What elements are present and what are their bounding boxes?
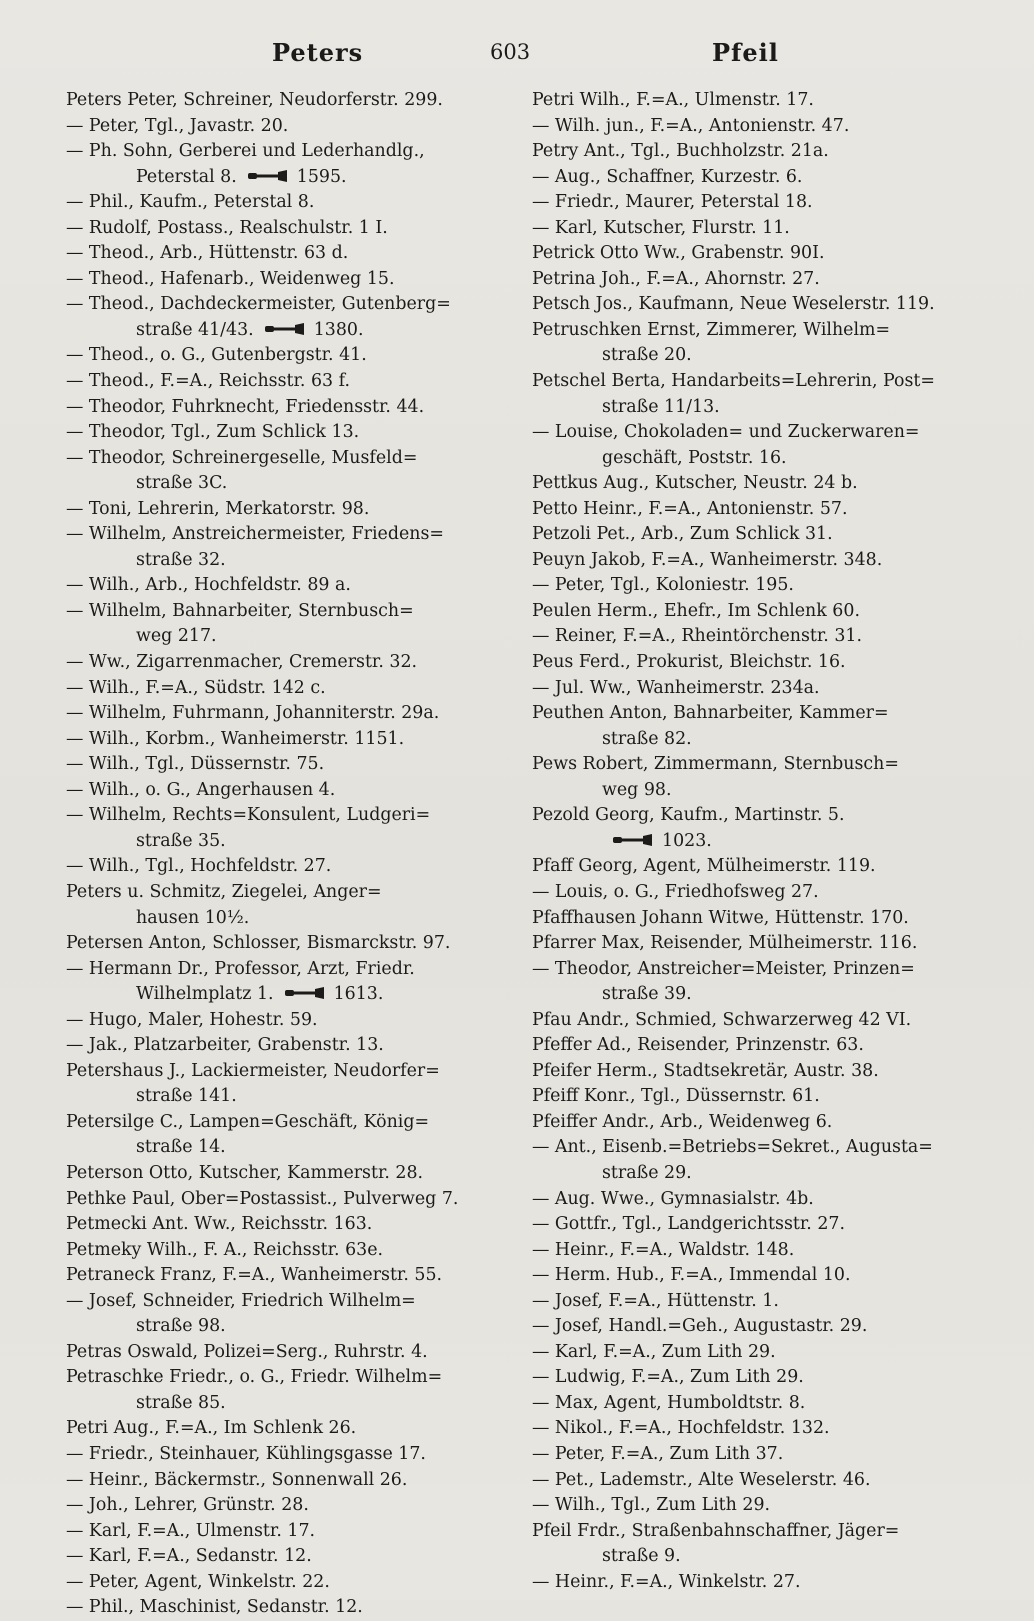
directory-entry — [532, 1519, 962, 1570]
entry-line: — Ludwig, F.=A., Zum Lith 29. — [532, 1367, 804, 1388]
page-header — [62, 38, 972, 72]
directory-entry — [532, 1314, 962, 1340]
directory-entry — [66, 343, 496, 369]
entry-line: — Friedr., Steinhauer, Kühlingsgasse 17. — [66, 1443, 426, 1464]
directory-entry — [66, 880, 496, 931]
directory-entry — [66, 676, 496, 702]
entry-line: — Ant., Eisenb.=Betriebs=Sekret., Augusta= — [532, 1137, 933, 1158]
entry-line: — Theod., Arb., Hüttenstr. 63 d. — [66, 243, 349, 264]
entry-line: Pfeiffer Andr., Arb., Weidenweg 6. — [532, 1111, 833, 1132]
directory-entry — [532, 701, 962, 752]
entry-line: — Joh., Lehrer, Grünstr. 28. — [66, 1495, 309, 1516]
entry-line: Petto Heinr., F.=A., Antonienstr. 57. — [532, 498, 848, 519]
telephone-icon — [247, 169, 289, 183]
entry-line: — Theodor, Anstreicher=Meister, Prinzen= — [532, 958, 915, 979]
directory-entry — [66, 497, 496, 523]
entry-line: Petruschken Ernst, Zimmerer, Wilhelm= — [532, 319, 891, 340]
directory-entry — [532, 318, 962, 369]
directory-entry — [532, 369, 962, 420]
entry-line: Pfeifer Herm., Stadtsekretär, Austr. 38. — [532, 1060, 879, 1081]
directory-entry — [532, 1340, 962, 1366]
entry-line: Petzoli Pet., Arb., Zum Schlick 31. — [532, 524, 833, 545]
entry-continuation: Wilhelmplatz 1. 1613. — [136, 984, 384, 1005]
entry-continuation: hausen 10½. — [136, 907, 250, 928]
entry-line: Pfau Andr., Schmied, Schwarzerweg 42 VI. — [532, 1009, 912, 1030]
directory-entry — [532, 931, 962, 957]
directory-entry — [66, 752, 496, 778]
entry-line: — Nikol., F.=A., Hochfeldstr. 132. — [532, 1418, 830, 1439]
entry-line: — Hermann Dr., Professor, Arzt, Friedr. — [66, 958, 415, 979]
entry-continuation — [532, 829, 962, 855]
directory-entry — [66, 931, 496, 957]
entry-line: — Heinr., F.=A., Winkelstr. 27. — [532, 1571, 801, 1592]
directory-entry — [532, 1033, 962, 1059]
entry-line: — Josef, Schneider, Friedrich Wilhelm= — [66, 1290, 416, 1311]
directory-entry — [66, 599, 496, 650]
directory-entry — [66, 1493, 496, 1519]
phone-number: 1613. — [333, 984, 384, 1005]
directory-entry — [532, 752, 962, 803]
directory-entry — [66, 241, 496, 267]
entry-line: — Ph. Sohn, Gerberei und Lederhandlg., — [66, 141, 425, 162]
directory-entry — [532, 906, 962, 932]
directory-entry — [66, 1416, 496, 1442]
entry-line: Pfeffer Ad., Reisender, Prinzenstr. 63. — [532, 1035, 864, 1056]
phone-number: 1595. — [296, 166, 347, 187]
directory-entry — [66, 369, 496, 395]
entry-line: Pews Robert, Zimmermann, Sternbusch= — [532, 754, 899, 775]
telephone-icon — [284, 986, 326, 1000]
directory-entry — [66, 267, 496, 293]
directory-entry — [532, 420, 962, 471]
entry-line: — Jul. Ww., Wanheimerstr. 234a. — [532, 677, 820, 698]
entry-line: — Aug. Wwe., Gymnasialstr. 4b. — [532, 1188, 814, 1209]
directory-entry — [66, 114, 496, 140]
entry-continuation: straße 14. — [136, 1137, 226, 1158]
directory-entry — [532, 1084, 962, 1110]
directory-entry — [66, 1519, 496, 1545]
directory-entry — [532, 1365, 962, 1391]
left-column — [66, 88, 496, 1621]
directory-entry — [532, 216, 962, 242]
directory-entry — [66, 1289, 496, 1340]
entry-line: — Wilh., o. G., Angerhausen 4. — [66, 779, 336, 800]
directory-entry — [532, 1289, 962, 1315]
directory-entry — [66, 420, 496, 446]
entry-line: Petry Ant., Tgl., Buchholzstr. 21a. — [532, 141, 829, 162]
entry-line: Petmeky Wilh., F. A., Reichsstr. 63e. — [66, 1239, 384, 1260]
directory-entry — [532, 292, 962, 318]
entry-line: Pfaff Georg, Agent, Mülheimerstr. 119. — [532, 856, 876, 877]
entry-line: — Heinr., Bäckermstr., Sonnenwall 26. — [66, 1469, 408, 1490]
entry-line: — Wilhelm, Bahnarbeiter, Sternbusch= — [66, 600, 414, 621]
directory-entry — [532, 957, 962, 1008]
directory-entry — [66, 1442, 496, 1468]
directory-entry — [532, 1468, 962, 1494]
directory-entry — [532, 650, 962, 676]
directory-entry — [66, 1008, 496, 1034]
directory-entry — [66, 1187, 496, 1213]
entry-continuation: straße 85. — [136, 1392, 226, 1413]
directory-entry — [532, 1391, 962, 1417]
entry-line: — Herm. Hub., F.=A., Immendal 10. — [532, 1265, 851, 1286]
directory-entry — [66, 701, 496, 727]
directory-entry — [66, 1595, 496, 1621]
entry-line: Pezold Georg, Kaufm., Martinstr. 5. — [532, 805, 845, 826]
directory-entry — [66, 1340, 496, 1366]
directory-entry — [532, 139, 962, 165]
phone-number: 1380. — [313, 319, 364, 340]
entry-continuation: straße 98. — [136, 1316, 226, 1337]
entry-line: Peus Ferd., Prokurist, Bleichstr. 16. — [532, 652, 846, 673]
entry-line: — Reiner, F.=A., Rheintörchenstr. 31. — [532, 626, 862, 647]
entry-line: Peuyn Jakob, F.=A., Wanheimerstr. 348. — [532, 549, 883, 570]
directory-entry — [532, 522, 962, 548]
entry-line: — Theodor, Tgl., Zum Schlick 13. — [66, 422, 360, 443]
entry-line: Peulen Herm., Ehefr., Im Schlenk 60. — [532, 600, 860, 621]
entry-line: Petersilge C., Lampen=Geschäft, König= — [66, 1111, 430, 1132]
entry-line: — Wilh., F.=A., Südstr. 142 c. — [66, 677, 326, 698]
entry-line: Petmecki Ant. Ww., Reichsstr. 163. — [66, 1214, 373, 1235]
entry-line: — Wilhelm, Anstreichermeister, Friedens= — [66, 524, 444, 545]
entry-continuation: straße 39. — [602, 984, 692, 1005]
entry-continuation: straße 3C. — [136, 473, 228, 494]
entry-line: Petri Wilh., F.=A., Ulmenstr. 17. — [532, 90, 814, 110]
entry-line: Petersen Anton, Schlosser, Bismarckstr. 97. — [66, 933, 451, 954]
directory-entry — [66, 1263, 496, 1289]
entry-line: — Karl, F.=A., Sedanstr. 12. — [66, 1546, 312, 1567]
entry-line: Peters u. Schmitz, Ziegelei, Anger= — [66, 881, 382, 902]
directory-entry — [532, 471, 962, 497]
entry-continuation: straße 141. — [136, 1086, 237, 1107]
entry-line: — Max, Agent, Humboldtstr. 8. — [532, 1392, 806, 1413]
entry-line: Petri Aug., F.=A., Im Schlenk 26. — [66, 1418, 357, 1439]
entry-line: — Wilh., Korbm., Wanheimerstr. 1151. — [66, 728, 405, 749]
directory-entry — [532, 854, 962, 880]
directory-entry — [532, 624, 962, 650]
directory-entry — [66, 650, 496, 676]
directory-entry — [532, 1212, 962, 1238]
entry-line: Petershaus J., Lackiermeister, Neudorfer= — [66, 1060, 440, 1081]
entry-line: Pettkus Aug., Kutscher, Neustr. 24 b. — [532, 473, 858, 494]
header-right-keyword: Pfeil — [712, 38, 779, 67]
entry-line: — Theod., o. G., Gutenbergstr. 41. — [66, 345, 367, 366]
entry-line: Pfeiff Konr., Tgl., Düssernstr. 61. — [532, 1086, 820, 1107]
entry-continuation: geschäft, Poststr. 16. — [602, 447, 787, 468]
directory-entry — [532, 241, 962, 267]
entry-line: — Wilh., Tgl., Zum Lith 29. — [532, 1495, 771, 1516]
directory-entry — [66, 778, 496, 804]
entry-line: Peters Peter, Schreiner, Neudorferstr. 299. — [66, 90, 443, 110]
entry-line: Peterson Otto, Kutscher, Kammerstr. 28. — [66, 1162, 424, 1183]
directory-entry — [66, 1033, 496, 1059]
directory-entry — [532, 1135, 962, 1186]
entry-line: — Wilh., Tgl., Hochfeldstr. 27. — [66, 856, 332, 877]
entry-line: Pfarrer Max, Reisender, Mülheimerstr. 116. — [532, 933, 918, 954]
entry-continuation: straße 32. — [136, 549, 226, 570]
entry-line: — Peter, Tgl., Koloniestr. 195. — [532, 575, 794, 596]
entry-line: Pfaffhausen Johann Witwe, Hüttenstr. 170. — [532, 907, 909, 928]
entry-line: Petschel Berta, Handarbeits=Lehrerin, Post= — [532, 371, 935, 392]
entry-continuation: Peterstal 8. 1595. — [136, 166, 347, 187]
entry-line: — Ww., Zigarrenmacher, Cremerstr. 32. — [66, 652, 418, 673]
phone-number: 1023. — [662, 830, 712, 851]
directory-entry — [532, 548, 962, 574]
directory-entry — [66, 1365, 496, 1416]
directory-entry — [532, 803, 962, 854]
entry-line: — Toni, Lehrerin, Merkatorstr. 98. — [66, 498, 370, 519]
directory-entry — [66, 216, 496, 242]
entry-line: Petsch Jos., Kaufmann, Neue Weselerstr. 119. — [532, 294, 935, 315]
entry-continuation: straße 9. — [602, 1546, 681, 1567]
entry-line: — Karl, F.=A., Ulmenstr. 17. — [66, 1520, 316, 1541]
directory-entry — [532, 599, 962, 625]
directory-entry — [66, 957, 496, 1008]
entry-line: — Friedr., Maurer, Peterstal 18. — [532, 192, 813, 213]
entry-line: — Karl, F.=A., Zum Lith 29. — [532, 1341, 776, 1362]
directory-entry — [66, 1110, 496, 1161]
entry-line: — Josef, Handl.=Geh., Augustastr. 29. — [532, 1316, 868, 1337]
directory-entry — [66, 1161, 496, 1187]
entry-continuation: weg 217. — [136, 626, 217, 647]
entry-line: Petras Oswald, Polizei=Serg., Ruhrstr. 4. — [66, 1341, 428, 1362]
entry-line: — Theod., F.=A., Reichsstr. 63 f. — [66, 371, 350, 392]
directory-entry — [66, 88, 496, 114]
directory-entry — [66, 139, 496, 190]
directory-entry — [66, 573, 496, 599]
entry-line: Petraneck Franz, F.=A., Wanheimerstr. 55. — [66, 1265, 443, 1286]
directory-entry — [66, 854, 496, 880]
header-left-keyword: Peters — [272, 38, 364, 67]
directory-entry — [66, 1468, 496, 1494]
page-number: 603 — [490, 40, 531, 64]
entry-line: — Heinr., F.=A., Waldstr. 148. — [532, 1239, 795, 1260]
directory-entry — [532, 1263, 962, 1289]
directory-entry — [532, 114, 962, 140]
entry-continuation: straße 11/13. — [602, 396, 720, 417]
telephone-icon — [612, 833, 654, 847]
directory-entry — [66, 446, 496, 497]
directory-entry — [66, 803, 496, 854]
directory-entry — [66, 522, 496, 573]
entry-line: — Louis, o. G., Friedhofsweg 27. — [532, 881, 819, 902]
entry-line: — Wilhelm, Rechts=Konsulent, Ludgeri= — [66, 805, 431, 826]
entry-line: — Peter, Tgl., Javastr. 20. — [66, 115, 289, 136]
directory-entry — [532, 1110, 962, 1136]
entry-line: — Josef, F.=A., Hüttenstr. 1. — [532, 1290, 779, 1311]
directory-entry — [532, 497, 962, 523]
directory-entry — [532, 573, 962, 599]
directory-entry — [532, 267, 962, 293]
entry-line: — Phil., Kaufm., Peterstal 8. — [66, 192, 315, 213]
entry-line: Petraschke Friedr., o. G., Friedr. Wilhelm= — [66, 1367, 443, 1388]
directory-entry — [532, 88, 962, 114]
right-column — [532, 88, 962, 1595]
directory-entry — [66, 1570, 496, 1596]
directory-entry — [66, 395, 496, 421]
directory-entry — [532, 165, 962, 191]
directory-entry — [532, 1059, 962, 1085]
entry-continuation: straße 20. — [602, 345, 692, 366]
entry-line: — Theod., Dachdeckermeister, Gutenberg= — [66, 294, 451, 315]
entry-line: — Gottfr., Tgl., Landgerichtsstr. 27. — [532, 1214, 845, 1235]
entry-line: — Wilh., Arb., Hochfeldstr. 89 a. — [66, 575, 351, 596]
directory-entry — [532, 880, 962, 906]
directory-entry — [66, 190, 496, 216]
directory-entry — [532, 1442, 962, 1468]
entry-line: Petrick Otto Ww., Grabenstr. 90I. — [532, 243, 825, 264]
entry-line: Pethke Paul, Ober=Postassist., Pulverweg 7. — [66, 1188, 459, 1209]
directory-entry — [532, 190, 962, 216]
entry-continuation: weg 98. — [602, 779, 672, 800]
entry-line: — Theodor, Fuhrknecht, Friedensstr. 44. — [66, 396, 425, 417]
directory-entry — [66, 1212, 496, 1238]
directory-entry — [66, 1544, 496, 1570]
entry-line: — Jak., Platzarbeiter, Grabenstr. 13. — [66, 1035, 384, 1056]
entry-line: Pfeil Frdr., Straßenbahnschaffner, Jäger= — [532, 1520, 900, 1541]
entry-line: — Louise, Chokoladen= und Zuckerwaren= — [532, 422, 920, 443]
directory-entry — [532, 1238, 962, 1264]
entry-continuation: straße 41/43. 1380. — [136, 319, 364, 340]
directory-entry — [66, 1238, 496, 1264]
directory-entry — [532, 1416, 962, 1442]
entry-line: — Phil., Maschinist, Sedanstr. 12. — [66, 1597, 363, 1618]
entry-line: — Peter, F.=A., Zum Lith 37. — [532, 1443, 784, 1464]
entry-continuation: straße 35. — [136, 830, 226, 851]
entry-line: — Peter, Agent, Winkelstr. 22. — [66, 1571, 330, 1592]
telephone-icon — [264, 322, 306, 336]
entry-line: — Theodor, Schreinergeselle, Musfeld= — [66, 447, 418, 468]
entry-line: — Hugo, Maler, Hohestr. 59. — [66, 1009, 318, 1030]
directory-entry — [66, 1059, 496, 1110]
directory-entry — [532, 1570, 962, 1596]
entry-line: — Karl, Kutscher, Flurstr. 11. — [532, 217, 790, 238]
entry-line: — Theod., Hafenarb., Weidenweg 15. — [66, 268, 395, 289]
directory-entry — [66, 727, 496, 753]
entry-line: — Aug., Schaffner, Kurzestr. 6. — [532, 166, 803, 187]
directory-entry — [532, 1187, 962, 1213]
entry-line: — Pet., Lademstr., Alte Weselerstr. 46. — [532, 1469, 871, 1490]
directory-entry — [532, 1008, 962, 1034]
entry-line: — Wilh. jun., F.=A., Antonienstr. 47. — [532, 115, 850, 136]
entry-line: — Rudolf, Postass., Realschulstr. 1 I. — [66, 217, 388, 238]
entry-continuation: straße 82. — [602, 728, 692, 749]
directory-entry — [532, 1493, 962, 1519]
entry-line: — Wilhelm, Fuhrmann, Johanniterstr. 29a. — [66, 703, 440, 724]
entry-line: Petrina Joh., F.=A., Ahornstr. 27. — [532, 268, 820, 289]
directory-entry — [66, 292, 496, 343]
entry-continuation: straße 29. — [602, 1162, 692, 1183]
entry-line: — Wilh., Tgl., Düssernstr. 75. — [66, 754, 325, 775]
directory-entry — [532, 676, 962, 702]
entry-line: Peuthen Anton, Bahnarbeiter, Kammer= — [532, 703, 889, 724]
